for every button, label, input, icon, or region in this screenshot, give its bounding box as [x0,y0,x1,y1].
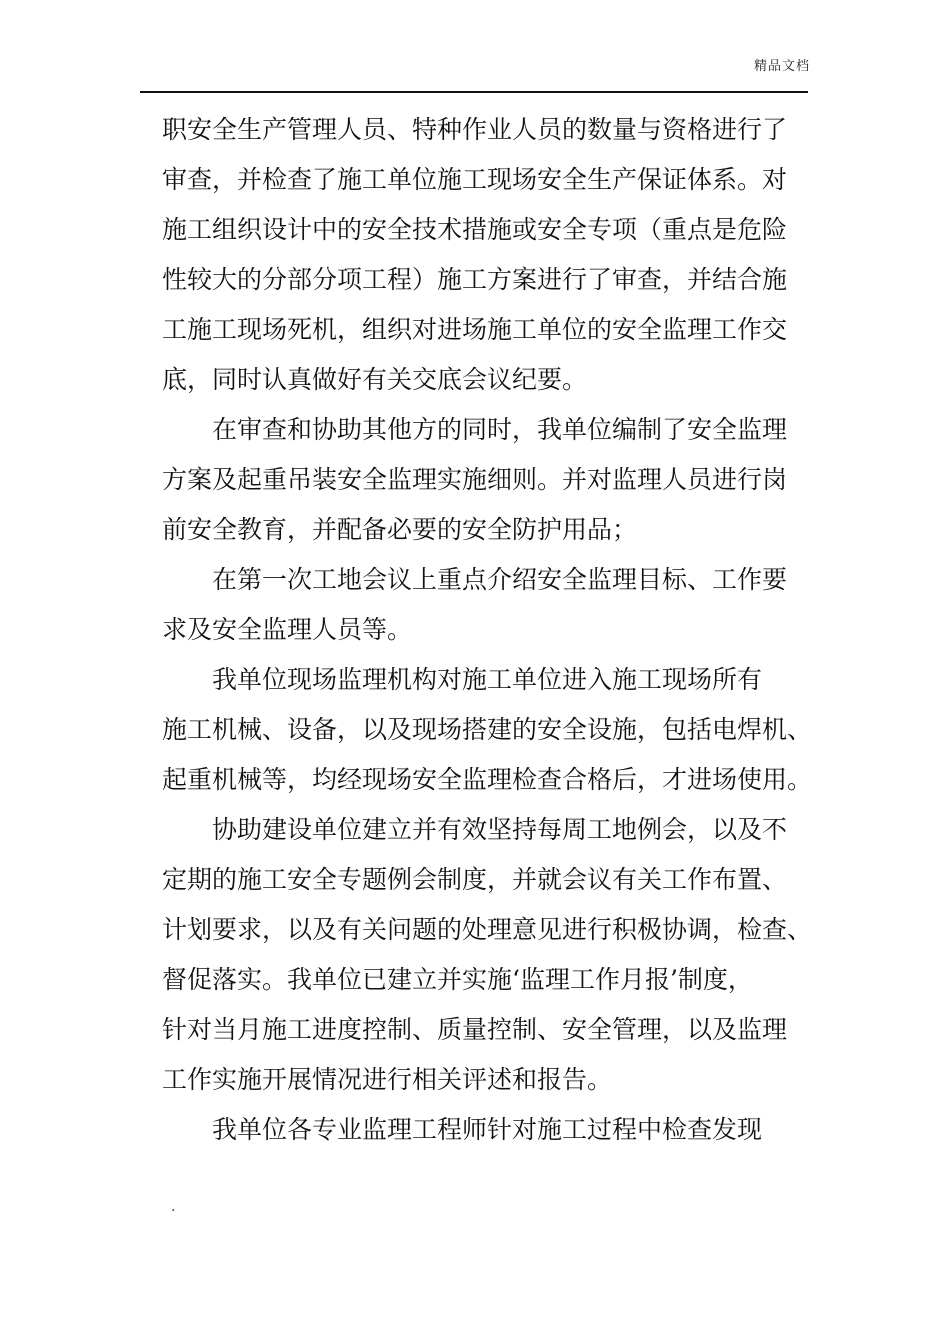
text-line: 求及安全监理人员等。 [162,615,413,644]
paragraph [162,405,792,555]
header-label: 精品文档 [753,59,810,74]
text-line: 性较大的分部分项工程）施工方案进行了审查，并结合施 [162,265,788,294]
paragraph [162,105,792,405]
text-line: 方案及起重吊装安全监理实施细则。并对监理人员进行岗 [162,465,788,494]
text-line: 我单位现场监理机构对施工单位进入施工现场所有 [162,665,763,694]
document-body [162,105,813,1155]
text-line: 针对当月施工进度控制、质量控制、安全管理，以及监理 [162,1015,788,1044]
header-rule [140,91,808,93]
text-line: 在审查和协助其他方的同时，我单位编制了安全监理 [162,415,788,444]
paragraph [162,555,792,655]
text-line: 督促落实。我单位已建立并实施‘监理工作月报’制度， [162,965,753,994]
text-line: 审查，并检查了施工单位施工现场安全生产保证体系。对 [162,165,788,194]
footer-mark: . [171,1199,176,1215]
paragraph [162,655,813,805]
text-line: 定期的施工安全专题例会制度，并就会议有关工作布置、 [162,865,788,894]
text-line: 前安全教育，并配备必要的安全防护用品； [162,515,638,544]
text-line: 施工组织设计中的安全技术措施或安全专项（重点是危险 [162,215,788,244]
text-line: 工施工现场死机，组织对进场施工单位的安全监理工作交 [162,315,788,344]
text-line: 工作实施开展情况进行相关评述和报告。 [162,1065,613,1094]
text-line: 起重机械等，均经现场安全监理检查合格后，才进场使用。 [162,765,813,794]
text-line: 我单位各专业监理工程师针对施工过程中检查发现 [162,1115,763,1144]
text-line: 底，同时认真做好有关交底会议纪要。 [162,365,588,394]
text-line: 职安全生产管理人员、特种作业人员的数量与资格进行了 [162,115,788,144]
text-line: 计划要求，以及有关问题的处理意见进行积极协调，检查、 [162,915,813,944]
paragraph [162,805,813,1105]
text-line: 协助建设单位建立并有效坚持每周工地例会，以及不 [162,815,788,844]
paragraph [162,1105,792,1155]
text-line: 施工机械、设备，以及现场搭建的安全设施，包括电焊机、 [162,715,813,744]
text-line: 在第一次工地会议上重点介绍安全监理目标、工作要 [162,565,788,594]
